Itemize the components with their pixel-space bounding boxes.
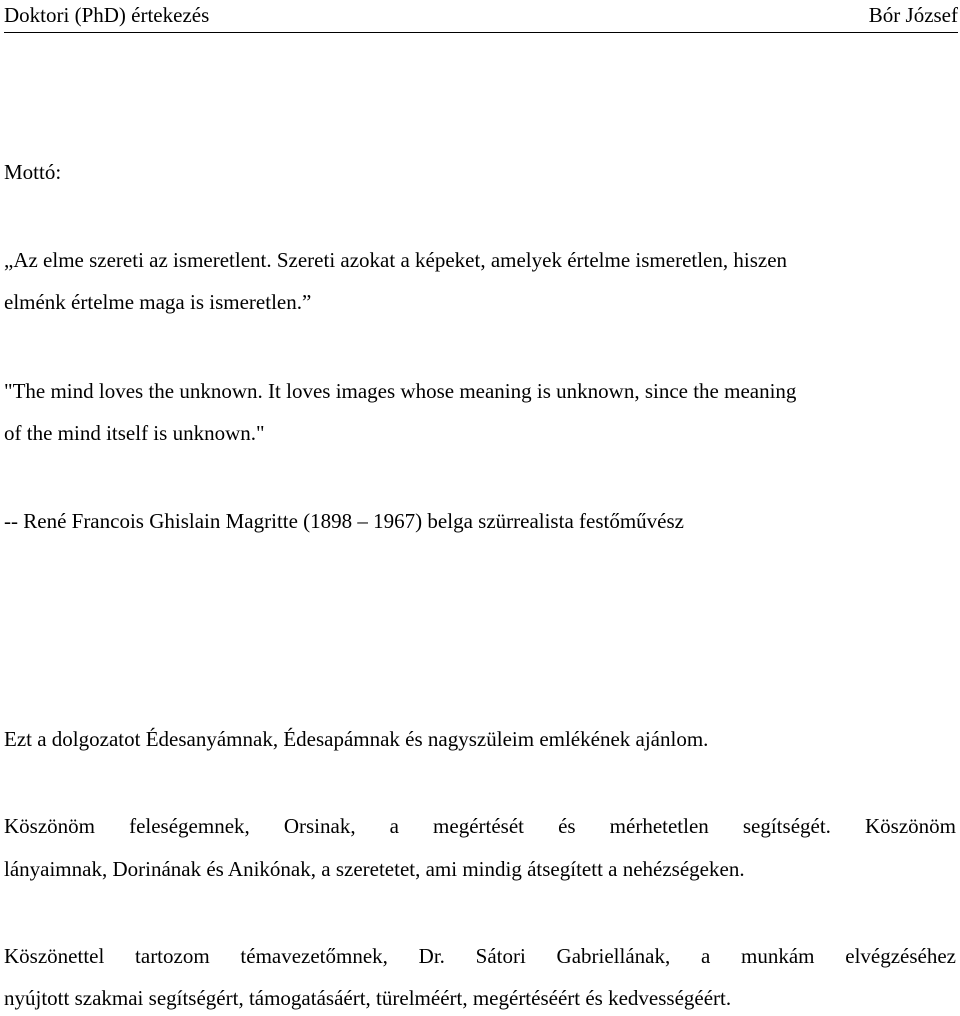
- acknowledgement-p1-line-2: lányaimnak, Dorinának és Anikónak, a szeretetet, ami mindig átsegített a nehézségeken.: [4, 857, 745, 881]
- header-author: Bór József: [868, 3, 958, 27]
- motto-english-line-2: of the mind itself is unknown.": [4, 421, 265, 445]
- motto-label: Mottó:: [4, 160, 62, 184]
- motto-hungarian-line-2: elménk értelme maga is ismeretlen.”: [4, 290, 312, 314]
- acknowledgement-p1-line-1: [4, 814, 956, 839]
- acknowledgement-p1-line-1-text: Köszönöm feleségemnek, Orsinak, a megértését és mérhetetlen segítségét. Köszönöm: [4, 814, 956, 838]
- acknowledgement-p2-line-1: [4, 944, 956, 969]
- dedication-text: Ezt a dolgozatot Édesanyámnak, Édesapámnak és nagyszüleim emlékének ajánlom.: [4, 727, 709, 751]
- acknowledgement-p2-line-2: nyújtott szakmai segítségért, támogatásáért, türelméért, megértéséért és kedvességéért.: [4, 986, 732, 1010]
- motto-hungarian-line-1: „Az elme szereti az ismeretlent. Szereti azokat a képeket, amelyek értelme ismeretlen, hiszen: [4, 248, 788, 272]
- motto-attribution: -- René Francois Ghislain Magritte (1898 – 1967) belga szürrealista festőművész: [4, 509, 684, 533]
- acknowledgement-p2-line-1-text: Köszönettel tartozom témavezetőmnek, Dr. Sátori Gabriellának, a munkám elvégzéséhez: [4, 944, 956, 968]
- page-header: [4, 0, 958, 33]
- motto-english-line-1: "The mind loves the unknown. It loves images whose meaning is unknown, since the meaning: [4, 379, 797, 403]
- header-title: Doktori (PhD) értekezés: [4, 3, 210, 27]
